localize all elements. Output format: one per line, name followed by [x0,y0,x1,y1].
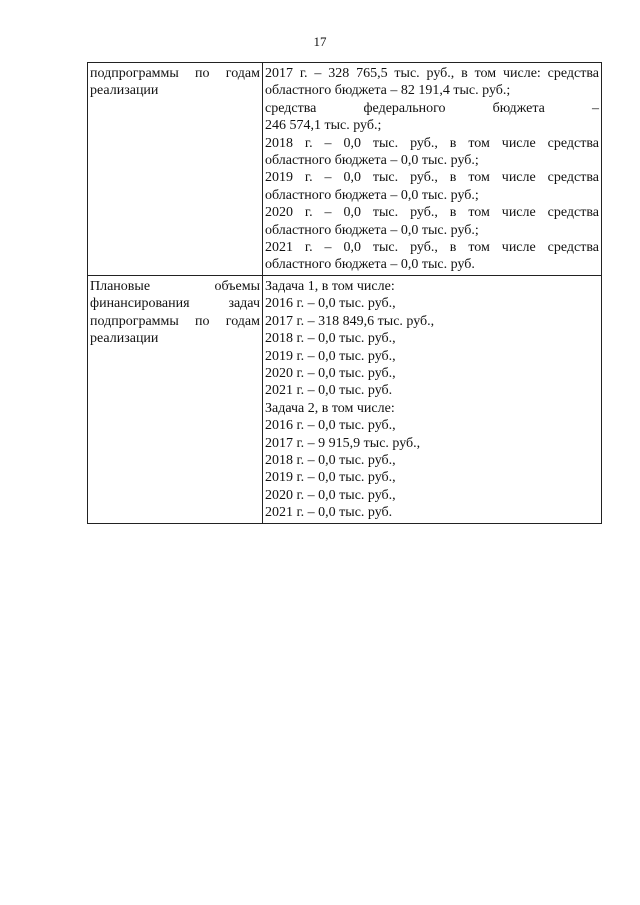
row1-label-line: подпрограммы по годам [90,66,260,81]
row1-value-line: областного бюджета – 0,0 тыс. руб. [265,257,475,273]
row2-value-line: 2018 г. – 0,0 тыс. руб., [265,331,396,347]
page-number: 17 [313,34,327,49]
row2-value-line: 2020 г. – 0,0 тыс. руб., [265,365,396,381]
row2-value-line: 2018 г. – 0,0 тыс. руб., [265,452,396,468]
row2-label-line: финансирования задач [90,296,260,312]
row2-value-line: 2021 г. – 0,0 тыс. руб. [265,505,393,521]
row1-value-line: средства федерального бюджета – [265,100,599,116]
row2-label-line: Плановые объемы [90,278,260,294]
row2-label-line: реализации [90,331,159,347]
row2-value-line: 2021 г. – 0,0 тыс. руб. [265,383,393,399]
row1-value-line: 2021 г. – 0,0 тыс. руб., в том числе средства [265,240,599,256]
row1-value-line: 2019 г. – 0,0 тыс. руб., в том числе средства [265,170,599,186]
row2-value-line: 2017 г. – 9 915,9 тыс. руб., [265,435,421,451]
row2-value-line: 2016 г. – 0,0 тыс. руб., [265,418,396,434]
table-row [88,63,602,276]
row1-value-line: 2017 г. – 328 765,5 тыс. руб., в том числе: средства [265,66,599,81]
row2-value-line: 2020 г. – 0,0 тыс. руб., [265,487,396,503]
row1-value-line: 2018 г. – 0,0 тыс. руб., в том числе средства [265,135,599,151]
row1-value-line: областного бюджета – 0,0 тыс. руб.; [265,222,479,238]
row2-label-cell [88,275,263,523]
row2-value-line: Задача 1, в том числе: [265,278,395,294]
row1-label-line: реализации [90,83,159,99]
row2-value-line: 2017 г. – 318 849,6 тыс. руб., [265,313,435,329]
table-row [88,275,602,523]
row2-value-cell [263,275,602,523]
row2-label-line: подпрограммы по годам [90,313,260,329]
row1-label-cell [88,63,263,276]
row2-value-line: 2016 г. – 0,0 тыс. руб., [265,296,396,312]
row2-value-line: Задача 2, в том числе: [265,400,395,416]
row1-value-line: областного бюджета – 0,0 тыс. руб.; [265,187,479,203]
row1-value-line: 246 574,1 тыс. руб.; [265,118,382,134]
financing-table [87,62,602,524]
row2-value-line: 2019 г. – 0,0 тыс. руб., [265,348,396,364]
row2-value-line: 2019 г. – 0,0 тыс. руб., [265,470,396,486]
row1-value-cell [263,63,602,276]
row1-value-line: областного бюджета – 82 191,4 тыс. руб.; [265,83,511,99]
row1-value-line: 2020 г. – 0,0 тыс. руб., в том числе средства [265,205,599,221]
row1-value-line: областного бюджета – 0,0 тыс. руб.; [265,153,479,169]
